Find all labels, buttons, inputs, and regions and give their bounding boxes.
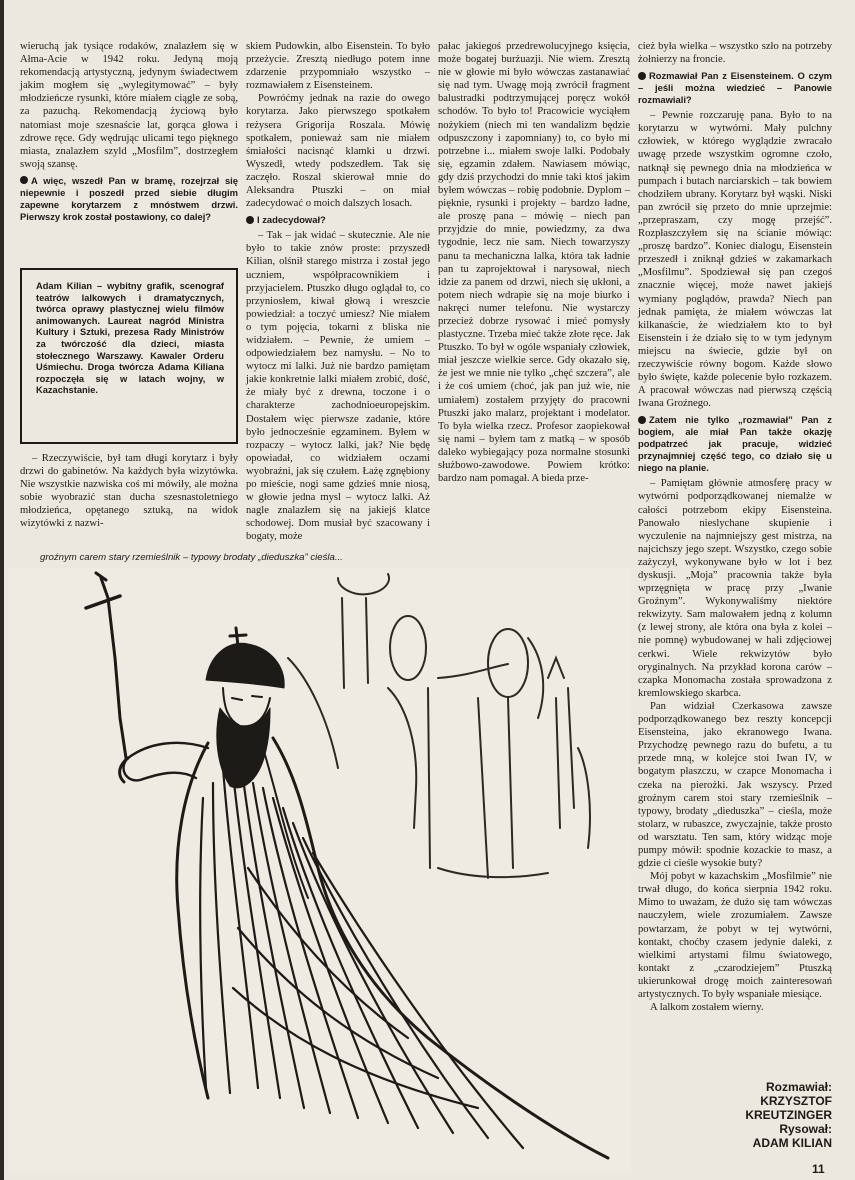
credits-drawing-label: Rysował: [779, 1122, 832, 1136]
col4-question-2: Zatem nie tylko „rozmawiał” Pan z bogiem, ale miał Pan także okazję podpatrzeć jak pracuje, widzieć przynajmniej część tego, co działo się u niego na planie. [638, 414, 832, 474]
col4-paragraph-6: A lalkom zostałem wierny. [650, 1002, 764, 1014]
credits-interviewer-first: KRZYSZTOF [760, 1094, 832, 1108]
column-4 [638, 40, 832, 1014]
col2-paragraph-1: skiem Pudowkin, albo Eisenstein. To było przeżycie. Zresztą niedługo potem inne zdarzenie przypomniało wszystko – rozmawiałem z Eisensteinem. [246, 41, 430, 92]
col4-paragraph-2: – Pewnie rozczaruję pana. Było to na korytarzu w wytwórni. Mały pulchny człowiek, w którego wyglądzie zwracało uwagę przede wszystkim ogromne czoło, natknął się pewnego dnia na młodzieńca w pumpach i butach narciarskich – tak bowiem chodziłem ubrany. Korytarz był wąski. Niski pan zwrócił się przeto do mnie uprzejmie: „przepraszam, czy mogę przejść”. Rozpłaszczyłem się na ścianie mówiąc: „proszę bardzo”. Koniec dialogu, Eisenstein przeszedł i zniknął gdzieś w zakamarkach „Mosfilmu”. Spodziewał się pan czegoś znacznie więcej, może nawet jakiejś wymiany poglądów, prawda? Niech pan jednak pamięta, że miałem wówczas lat kilkanaście, że wiedziałem kto to był Eisenstein i że działo się to w tym jedynym miejscu na świecie, gdzie był on rzeczywiście równy bogom. Każde słowo było święte, każde polecenie było rozkazem. A pracował wówczas nad pierwszą częścią Iwana Groźnego. [638, 110, 832, 410]
column-3 [438, 40, 630, 485]
column-1 [20, 40, 238, 226]
col4-question-1: Rozmawiał Pan z Eisensteinem. O czym – jeśli można wiedzieć – Panowie rozmawiali? [638, 70, 832, 106]
page-edge-strip [0, 0, 4, 1180]
bullet-icon [638, 72, 646, 80]
col4-paragraph-5: Mój pobyt w kazachskim „Mosfilmie” nie trwał długo, do końca sierpnia 1942 roku. Mimo to uważam, że dużo się tam wówczas nauczyłem, wiele zrozumiałem. Zawsze powtarzam, że pobyt w tej wytwórni, kontakt, choćby czasem jedynie daleki, z wielkimi artystami filmu światowego, kontakt z „czarodziejem” Ptuszką ukierunkował drogę moich zainteresowań artystycznych. To były wspaniałe miesiące. [638, 871, 832, 1000]
sceptre-icon [86, 573, 126, 758]
bullet-icon [20, 176, 28, 184]
bullet-icon [246, 216, 254, 224]
credits-interview-label: Rozmawiał: [765, 1080, 832, 1094]
column-1-lower [20, 452, 238, 531]
illustration-caption: groźnym carem stary rzemieślnik – typowy brodaty „dieduszka” cieśla... [40, 552, 343, 563]
article-credits [638, 1080, 832, 1150]
author-bio-box: Adam Kilian – wybitny grafik, scenograf teatrów lalkowych i dramatycznych, twórca oprawy plastycznej wielu filmów animowanych. Laureat nagród Ministra Kultury i Sztuki, prezesa Rady Ministrów za twórczość dla dzieci, miasta stołecznego Warszawy. Kawaler Orderu Uśmiechu. Droga twórcza Adama Kiliana rozpoczęła się w latach wojny, w Kazachstanie. [20, 268, 238, 444]
col2-question-1: I zadecydował? [246, 214, 430, 226]
col3-paragraph-1: pałac jakiegoś przedrewolucyjnego księcia, może bogatej burżuazji. Nie wiem. Zresztą nie w głowie mi było wówczas zastanawiać się nad tym. Uwagę moją zwrócił fragment balustradki podtrzymującej poręcz wokół schodów. To było to! Pracowicie wyciąłem nożykiem (niech mi ten wandalizm będzie odpuszczony i zapomniany) to, co było mi potrzebne i... miałem swoje lalki. Podobały się, egzamin zdałem. Nawiasem mówiąc, gdy dziś przychodzi do mnie taki ktoś jakim byłem wówczas – robię podobnie. Dyplom – pięknie, rysunki i projekty – bardzo ładne, ale proszę pana – mówię – niech pan przyjdzie do mnie, powiedzmy, za dwa tygodnie, lecz nie sam. Niech towarzyszy panu ta mechaniczna lalka, która tak ładnie pan tu zaprojektował i narysował, niech idzie za panem od drzwi, niech się ukłoni, a potem niech wdrapie się na moje biurko i nakręci numer telefonu. Nie wystarczy przecież dobrze rysować i mieć pomysły plastyczne. Trzeba mieć także złote ręce. Jak Ptuszko. To był w ogóle wspaniały człowiek, miał jeszcze wielkie serce. Gdy okazało się, że jest we mnie nie tylko „chęć szczera”, ale i że coś umiem (choć, jak pan już wie, nie umiałem) zostałem przyjęty do pracowni Ptuszki jako malarz, projektant i modelator. To była wielka rzecz. Profesor zaopiekował się nami – byłem tam z matką – w sposób daleko wybiegający poza normalne stosunki służbowo-zawodowe. Powiem krótko: bardzo nam pomagał. A bieda prze- [438, 41, 630, 485]
col1-paragraph-1: wieruchą jak tysiące rodaków, znalazłem się w Ałma-Acie w 1942 roku. Jedyną moją rekomendacją artystyczną, jedynym świadectwem jakim mogłem się „wylegitymować” – były młodzieńcze rysunki, które miałem ciągle ze sobą, za pazuchą. Rekomendacją życiową było natomiast moje szesnaście lat, gorąca głowa i zdrowe ręce. Gdy wędrując ulicami tego pięknego miasta, znalazłem szyld „Mosfilm”, dostrzegłem swoją szansę. [20, 41, 238, 170]
col1-question-1: A więc, wszedł Pan w bramę, rozejrzał się niepewnie i poszedł przed siebie długim zapewne korytarzem z mnóstwem drzwi. Pierwszy krok został postawiony, co dalej? [20, 174, 238, 222]
col4-paragraph-1: cież była wielka – wszystko szło na potrzeby żołnierzy na froncie. [638, 41, 832, 66]
column-2 [246, 40, 430, 543]
credits-interviewer-last: KREUTZINGER [745, 1108, 832, 1122]
page-number: 11 [812, 1162, 825, 1176]
col1-paragraph-2: – Rzeczywiście, był tam długi korytarz i były drzwi do gabinetów. Na każdych była wizytówka. Nie wszystkie nazwiska coś mi mówiły, ale można sobie wyobrazić stan ducha szesnastoletniego młodzieńca, opętanego sztuką, na widok wizytówki z nazwi- [20, 453, 238, 530]
col2-paragraph-2: Powróćmy jednak na razie do owego korytarza. Jako pierwszego spotkałem reżysera Grigorija Roszala. Mówię spotkałem, ponieważ sam nie miałem śmiałości nacisnąć klamki u drzwi. Wyszedł, wtedy podszedłem. Tak się zaczęło. Roszal skierował mnie do Aleksandra Ptuszki – on miał zadecydować o moich dalszych losach. [246, 93, 430, 210]
col2-paragraph-3: – Tak – jak widać – skutecznie. Ale nie było to takie znów proste: przyszedł Kilian, olśnił starego mistrza i został jego uczniem, współpracownikiem i przyjacielem. Ptuszko długo oglądał to, co przyniosłem, kiwał głową i wreszcie powiedział: a toczyć umiesz? Nie miałem o tym pojęcia, tokarni z bliska nie widziałem. – Pewnie, że umiem – odpowiedziałem bez namysłu. – No to wytocz mi lalki. Już nie bardzo pamiętam jakie konkretnie lalki miałem zrobić, dość, że miały być z drewna, toczone i o charakterze zachodnioeuropejskim. Dostałem więc pierwsze zadanie, które było jednocześnie egzaminem. Byłem w rozpaczy – wytocz lalki, jak? Nie będę opowiadał, co widziałem oczami wyobraźni, jak się czułem. Łażę zgnębiony po mieście, nogi same gdzieś mnie niosą, w głowie jedna mysl – wytocz lalki. Aż nagle znalazłem się na jakiejś klatce schodowej. Dom musiał być szacowany i bogaty, może [246, 230, 430, 543]
col4-paragraph-3: – Pamiętam głównie atmosferę pracy w wytwórni podporządkowanej niemalże w całości potrzebom ekipy Eisensteina. Panowało nieslychane skupienie i wyczulenie na najmniejszy gest mistrza, na najcichszy jego szept. Wszystko, czego sobie zażyczył, wykonywane było w lot i bez dyskusji. „Moja” pracownia także była wprzęgnięta w pracę przy „Iwanie Groźnym”. Wykonywaliśmy niektóre rekwizyty. Sam malowałem jedną z kolumn (z lewej strony, ale która ona była z kolei – nie pomnę) wybudowanej w hali zdjęciowej cerkwi. Wiele rekwizytów było oryginalnych. Na przykład korona carów – czapka Monomacha została sprowadzona z kremlowskiego skarbca. [638, 478, 832, 699]
ivan-sketch-illustration [8, 568, 631, 1173]
credits-artist: ADAM KILIAN [752, 1136, 832, 1150]
col4-paragraph-4: Pan widział Czerkasowa zawsze podporządkowanego bez reszty koncepcji Eisensteina, jako ekranowego Iwana. Przychodzę pewnego razu do bufetu, a tu przede mną, w kolejce stoi Iwan IV, w bogatym płaszczu, w czapce Monomacha i czeka na pierożki. Jak wszyscy. Przed groźnym carem stoi stary rzemieślnik – typowy, brodaty „dieduszka” – cieśla, może stolarz, w rubaszce, zwyczajnie, także prosto od warsztatu. Ten sam, który widząc moje pumpy mówił: spodnie kozackie to masz, a gdzie ci cieśle wysokie buty? [638, 700, 832, 870]
bullet-icon [638, 416, 646, 424]
